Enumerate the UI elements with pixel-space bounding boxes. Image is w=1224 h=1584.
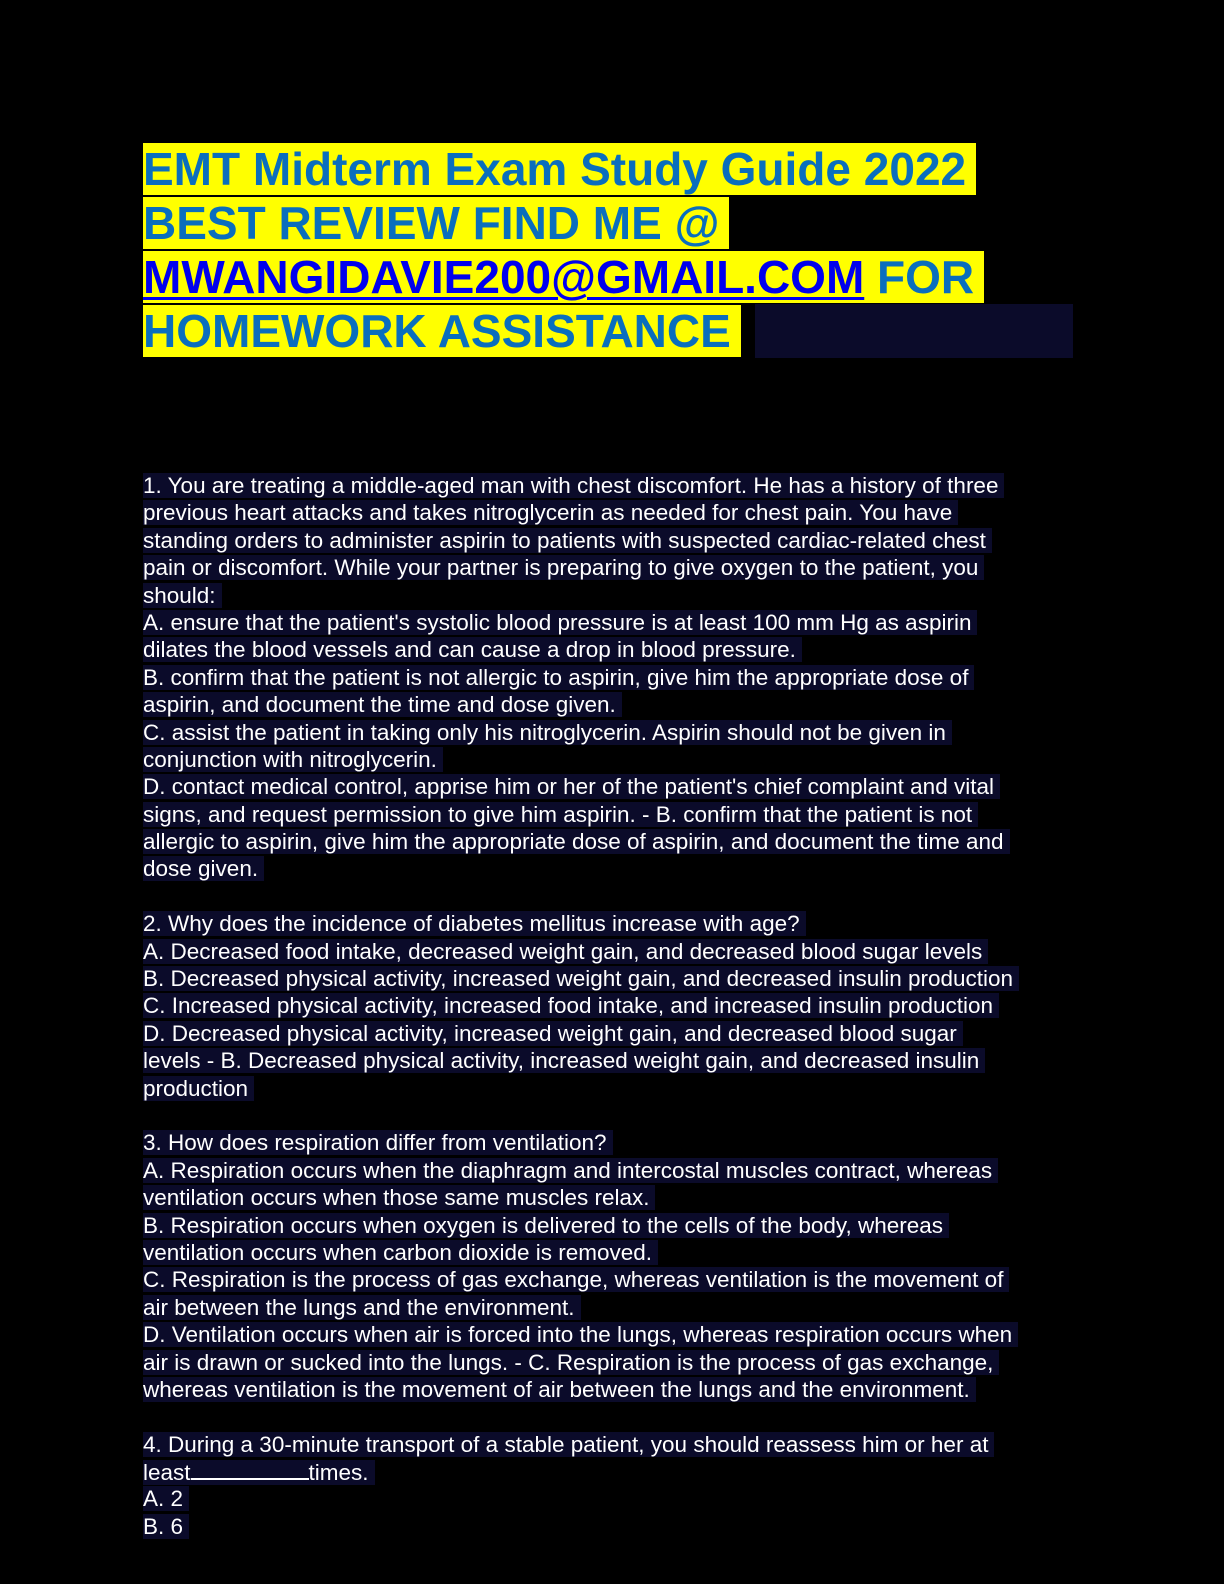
option-line: ventilation occurs when those same muscles relax.: [143, 1184, 1083, 1211]
answer-line: signs, and request permission to give him aspirin. - B. confirm that the patient is not: [143, 801, 1083, 828]
option-line: aspirin, and document the time and dose given.: [143, 691, 1083, 718]
option-line: A. ensure that the patient's systolic blood pressure is at least 100 mm Hg as aspirin: [143, 609, 1083, 636]
email-link[interactable]: MWANGIDAVIE200@GMAIL.COM: [143, 251, 865, 303]
question-line: 1. You are treating a middle-aged man with chest discomfort. He has a history of three: [143, 472, 1083, 499]
question-line: 4. During a 30-minute transport of a stable patient, you should reassess him or her at: [143, 1431, 1083, 1458]
spacer: [143, 1403, 1083, 1430]
option-line: A. 2: [143, 1485, 1083, 1512]
fill-in-blank: [191, 1458, 309, 1480]
question-line: [143, 1458, 1083, 1485]
option-line: ventilation occurs when carbon dioxide is removed.: [143, 1239, 1083, 1266]
option-line: A. Respiration occurs when the diaphragm and intercostal muscles contract, whereas: [143, 1157, 1083, 1184]
question-1: [143, 472, 1083, 883]
spacer: [143, 883, 1083, 910]
option-line: air between the lungs and the environment.: [143, 1294, 1083, 1321]
question-3: [143, 1129, 1083, 1403]
question-line: pain or discomfort. While your partner is preparing to give oxygen to the patient, you: [143, 554, 1083, 581]
question-4: [143, 1431, 1083, 1541]
answer-line: production: [143, 1075, 1083, 1102]
option-line: D. contact medical control, apprise him or her of the patient's chief complaint and vital: [143, 773, 1083, 800]
option-line: B. 6: [143, 1513, 1083, 1540]
option-line: A. Decreased food intake, decreased weight gain, and decreased blood sugar levels: [143, 938, 1083, 965]
question-line: standing orders to administer aspirin to patients with suspected cardiac-related chest: [143, 527, 1083, 554]
title-text-4: HOMEWORK ASSISTANCE: [143, 305, 741, 357]
title-line-4: [143, 304, 1083, 358]
question-text-pre-blank: least: [143, 1460, 191, 1486]
document-title: [143, 142, 1083, 358]
answer-line: dose given.: [143, 855, 1083, 882]
title-line-3-highlight: [143, 251, 984, 303]
answer-line: levels - B. Decreased physical activity, increased weight gain, and decreased insulin: [143, 1047, 1083, 1074]
question-text-post-blank: times.: [308, 1460, 369, 1486]
question-line: should:: [143, 582, 1083, 609]
option-line: C. Increased physical activity, increased food intake, and increased insulin production: [143, 992, 1083, 1019]
title-line-2: [143, 196, 1083, 250]
question-2: [143, 910, 1083, 1102]
answer-line: air is drawn or sucked into the lungs. - C. Respiration is the process of gas exchange,: [143, 1349, 1083, 1376]
title-line-3: [143, 250, 1083, 304]
question-line: previous heart attacks and takes nitroglycerin as needed for chest pain. You have: [143, 499, 1083, 526]
option-line: B. confirm that the patient is not allergic to aspirin, give him the appropriate dose of: [143, 664, 1083, 691]
option-line: B. Decreased physical activity, increased weight gain, and decreased insulin production: [143, 965, 1083, 992]
question-line: 2. Why does the incidence of diabetes mellitus increase with age?: [143, 910, 1083, 937]
questions-content: [143, 472, 1083, 1540]
title-text-3-tail: FOR: [864, 251, 975, 303]
option-line: conjunction with nitroglycerin.: [143, 746, 1083, 773]
title-navy-highlight: [755, 304, 1073, 358]
question-line: 3. How does respiration differ from ventilation?: [143, 1129, 1083, 1156]
spacer: [143, 1102, 1083, 1129]
option-line: B. Respiration occurs when oxygen is delivered to the cells of the body, whereas: [143, 1212, 1083, 1239]
title-text-2: BEST REVIEW FIND ME @: [143, 197, 729, 249]
title-line-1: [143, 142, 1083, 196]
option-line: D. Ventilation occurs when air is forced into the lungs, whereas respiration occurs when: [143, 1321, 1083, 1348]
answer-line: whereas ventilation is the movement of air between the lungs and the environment.: [143, 1376, 1083, 1403]
title-text-1: EMT Midterm Exam Study Guide 2022: [143, 143, 976, 195]
option-line: C. assist the patient in taking only his nitroglycerin. Aspirin should not be given in: [143, 719, 1083, 746]
option-line: D. Decreased physical activity, increased weight gain, and decreased blood sugar: [143, 1020, 1083, 1047]
option-line: C. Respiration is the process of gas exchange, whereas ventilation is the movement of: [143, 1266, 1083, 1293]
answer-line: allergic to aspirin, give him the appropriate dose of aspirin, and document the time and: [143, 828, 1083, 855]
option-line: dilates the blood vessels and can cause a drop in blood pressure.: [143, 636, 1083, 663]
